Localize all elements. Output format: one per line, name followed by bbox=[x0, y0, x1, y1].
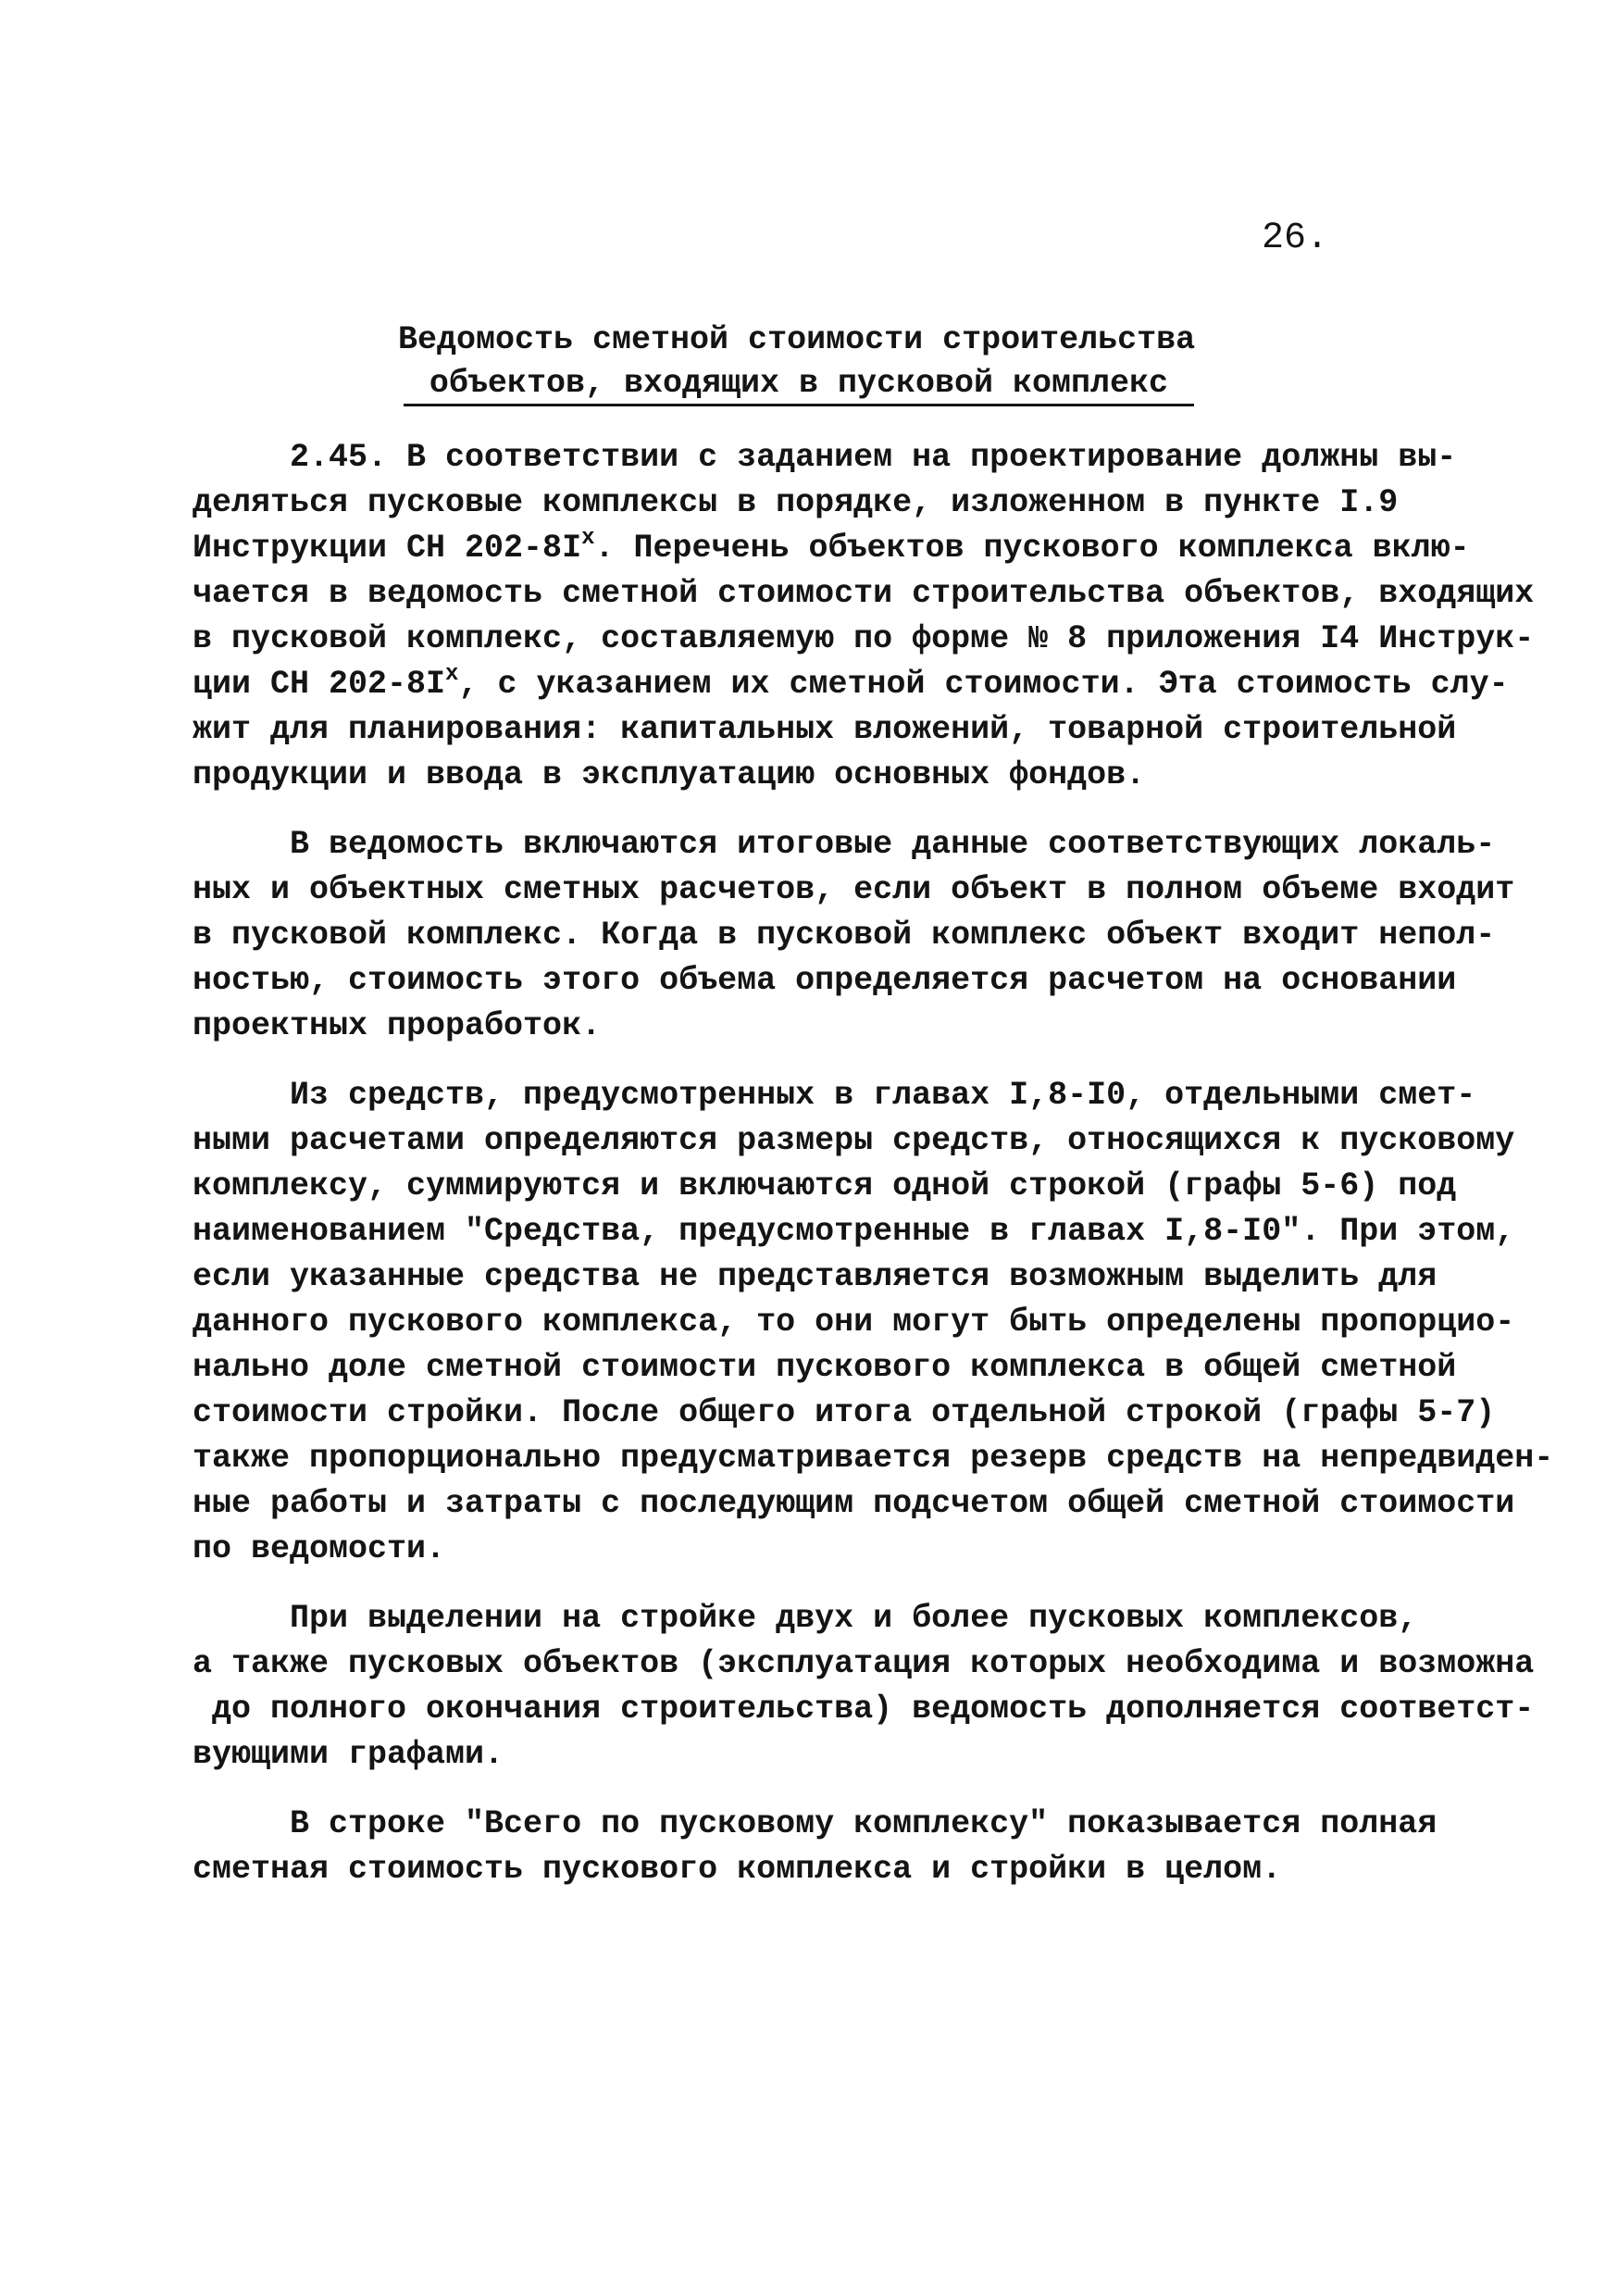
text-line: жит для планирования: капитальных вложений, товарной строительной bbox=[193, 711, 1457, 748]
text-line: В ведомость включаются итоговые данные соответствующих локаль- bbox=[193, 826, 1496, 863]
paragraph-2-45 bbox=[193, 435, 1535, 798]
text-line: нально доле сметной стоимости пускового комплекса в общей сметной bbox=[193, 1349, 1457, 1386]
text-line: ные работы и затраты с последующим подсчетом общей сметной стоимости bbox=[193, 1485, 1515, 1522]
text-line: наименованием "Средства, предусмотренные в главах I,8-I0". При этом, bbox=[193, 1213, 1515, 1250]
text-line: чается в ведомость сметной стоимости строительства объектов, входящих bbox=[193, 575, 1535, 612]
section-title bbox=[398, 317, 1194, 406]
superscript-mark: х bbox=[581, 526, 595, 551]
text-line: по ведомости. bbox=[193, 1530, 446, 1567]
text-line: сметная стоимость пускового комплекса и стройки в целом. bbox=[193, 1851, 1282, 1888]
text-line: также пропорционально предусматривается резерв средств на непредвиден- bbox=[193, 1440, 1554, 1477]
title-line-2: объектов, входящих в пусковой комплекс bbox=[404, 363, 1194, 406]
text-line: а также пусковых объектов (эксплуатация которых необходима и возможна bbox=[193, 1645, 1535, 1682]
text-line: Из средств, предусмотренных в главах I,8-I0, отдельными смет- bbox=[193, 1077, 1476, 1114]
text-line: ными расчетами определяются размеры средств, относящихся к пусковому bbox=[193, 1122, 1515, 1159]
text-line: если указанные средства не представляется возможным выделить для bbox=[193, 1258, 1438, 1295]
text-line: ностью, стоимость этого объема определяется расчетом на основании bbox=[193, 962, 1457, 999]
paragraph-statement-contents bbox=[193, 822, 1515, 1049]
text-line: Инструкции СН $202-8I^х$. Перечень объектов пускового комплекса вклю- bbox=[193, 526, 1470, 567]
body-text bbox=[193, 435, 1554, 1916]
paragraph-chapter-funds bbox=[193, 1073, 1554, 1572]
paragraph-multiple-complexes bbox=[193, 1596, 1535, 1778]
text-line: до полного окончания строительства) ведомость дополняется соответст- bbox=[193, 1691, 1535, 1728]
text-line: 2.45. В соответствии с заданием на проектирование должны вы- bbox=[193, 439, 1457, 476]
text-line: в пусковой комплекс. Когда в пусковой комплекс объект входит непол- bbox=[193, 917, 1496, 954]
text-line: вующими графами. bbox=[193, 1736, 504, 1773]
text-line: стоимости стройки. После общего итога отдельной строкой (графы 5-7) bbox=[193, 1394, 1496, 1431]
text-line: продукции и ввода в эксплуатацию основных фондов. bbox=[193, 756, 1146, 793]
text-line: При выделении на стройке двух и более пусковых комплексов, bbox=[193, 1600, 1418, 1637]
text-line: проектных проработок. bbox=[193, 1007, 602, 1044]
page-number: 26. bbox=[1262, 218, 1329, 259]
paragraph-total-row bbox=[193, 1802, 1470, 1892]
superscript-mark: х bbox=[445, 662, 459, 687]
text-line: ных и объектных сметных расчетов, если объект в полном объеме входит bbox=[193, 871, 1515, 908]
text-line: В строке "Всего по пусковому комплексу" показывается полная bbox=[193, 1805, 1438, 1842]
text-line: деляться пусковые комплексы в порядке, изложенном в пункте I.9 bbox=[193, 484, 1399, 521]
text-line: в пусковой комплекс, составляемую по форме № 8 приложения I4 Инструк- bbox=[193, 620, 1535, 657]
text-line: данного пускового комплекса, то они могут быть определены пропорцио- bbox=[193, 1304, 1515, 1341]
text-line: комплексу, суммируются и включаются одной строкой (графы 5-6) под bbox=[193, 1167, 1457, 1204]
text-line: ции СН $202-8I^х$, с указанием их сметной стоимости. Эта стоимость слу- bbox=[193, 662, 1509, 703]
title-line-1: Ведомость сметной стоимости строительства bbox=[398, 321, 1196, 358]
